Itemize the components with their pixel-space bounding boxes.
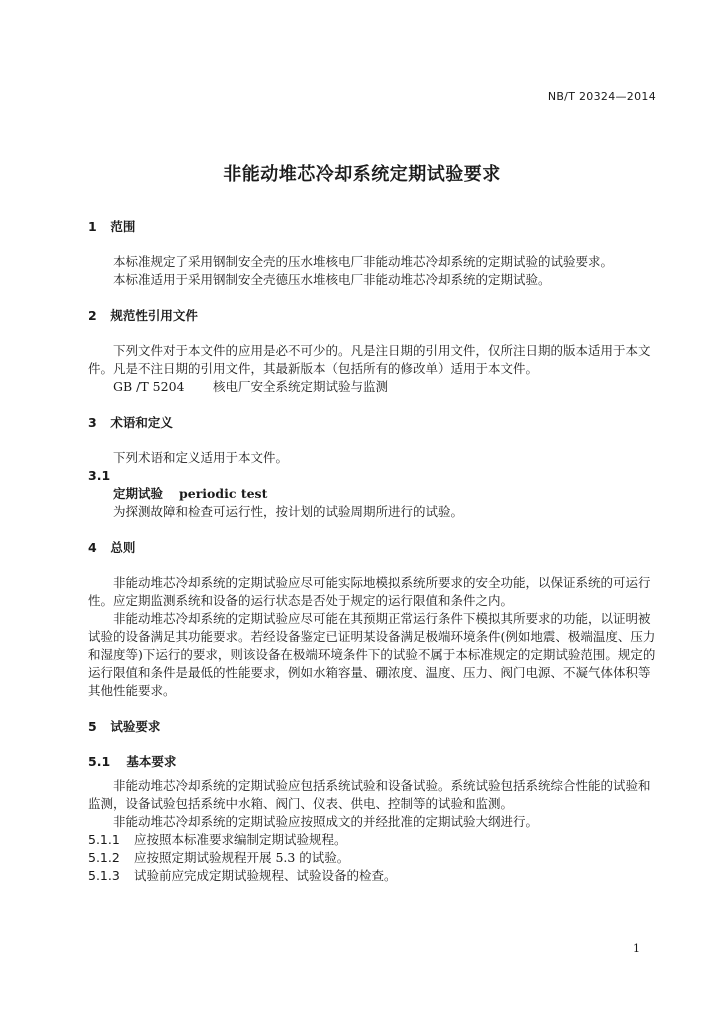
subsection-title: 基本要求 <box>126 754 177 769</box>
section-number: 1 <box>88 219 97 234</box>
document-body <box>88 218 658 885</box>
section-2-heading <box>88 307 658 325</box>
section-title: 范围 <box>110 219 136 234</box>
paragraph: 下列文件对于本文件的应用是必不可少的。凡是注日期的引用文件，仅所注日期的版本适用于本文件。凡是不注日期的引用文件，其最新版本（包括所有的修改单）适用于本文件。 <box>88 343 651 376</box>
subsection-number: 5.1 <box>88 754 111 769</box>
paragraph: 下列术语和定义适用于本文件。 <box>113 450 289 465</box>
reference-title: 核电厂安全系统定期试验与监测 <box>212 379 388 394</box>
term-chinese: 定期试验 <box>113 486 164 501</box>
section-5-heading <box>88 718 658 736</box>
section-number: 4 <box>88 540 97 555</box>
section-title: 规范性引用文件 <box>110 308 198 323</box>
document-code: NB/T 20324—2014 <box>547 90 656 103</box>
document-title: 非能动堆芯冷却系统定期试验要求 <box>223 164 501 185</box>
clause-text: 试验前应完成定期试验规程、试验设备的检查。 <box>133 868 397 883</box>
page-number: 1 <box>633 942 640 955</box>
paragraph: 非能动堆芯冷却系统的定期试验应按照成文的并经批准的定期试验大纲进行。 <box>113 814 539 829</box>
clause-number: 5.1.3 <box>88 868 120 883</box>
clause-item <box>88 867 658 885</box>
paragraph: 非能动堆芯冷却系统的定期试验应尽可能在其预期正常运行条件下模拟其所要求的功能，以证明被试验的设备满足其功能要求。若经设备鉴定已证明某设备满足极端环境条件(例如地震、极端温度、压力和湿度等)下运行的要求，则该设备在极端环境条件下的试验不属于本标准规定的定期试验范围。规定的运行限值和条件是最低的性能要求，例如水箱容量、硼浓度、温度、压力、阀门电源、不凝气体体积等其他性能要求。 <box>88 611 656 698</box>
section-title: 术语和定义 <box>110 415 173 430</box>
section-number: 2 <box>88 308 97 323</box>
section-3-heading <box>88 414 658 432</box>
term-english: periodic test <box>179 486 268 501</box>
paragraph: 本标准规定了采用钢制安全壳的压水堆核电厂非能动堆芯冷却系统的定期试验的试验要求。 <box>113 254 614 269</box>
clause-number: 5.1.2 <box>88 850 120 865</box>
section-title: 试验要求 <box>110 719 161 734</box>
section-number: 5 <box>88 719 97 734</box>
clause-item <box>88 849 658 867</box>
section-1-heading <box>88 218 658 236</box>
subsection-5-1-heading <box>88 753 658 771</box>
reference-code: GB /T 5204 <box>113 379 185 394</box>
paragraph: 本标准适用于采用钢制安全壳德压水堆核电厂非能动堆芯冷却系统的定期试验。 <box>113 272 551 287</box>
clause-text: 应按照本标准要求编制定期试验规程。 <box>133 832 347 847</box>
normative-reference <box>88 378 658 396</box>
paragraph: 非能动堆芯冷却系统的定期试验应包括系统试验和设备试验。系统试验包括系统综合性能的试验和监测，设备试验包括系统中水箱、阀门、仪表、供电、控制等的试验和监测。 <box>88 778 651 811</box>
term-entry <box>88 485 658 503</box>
clause-text: 应按照定期试验规程开展 5.3 的试验。 <box>133 850 350 865</box>
clause-number: 5.1.1 <box>88 832 120 847</box>
section-4-heading <box>88 539 658 557</box>
section-number: 3 <box>88 415 97 430</box>
paragraph: 非能动堆芯冷却系统的定期试验应尽可能实际地模拟系统所要求的安全功能，以保证系统的可运行性。应定期监测系统和设备的运行状态是否处于规定的运行限值和条件之内。 <box>88 575 651 608</box>
term-number: 3.1 <box>88 468 111 483</box>
term-definition: 为探测故障和检查可运行性，按计划的试验周期所进行的试验。 <box>113 504 464 519</box>
section-title: 总则 <box>110 540 136 555</box>
clause-item <box>88 831 658 849</box>
